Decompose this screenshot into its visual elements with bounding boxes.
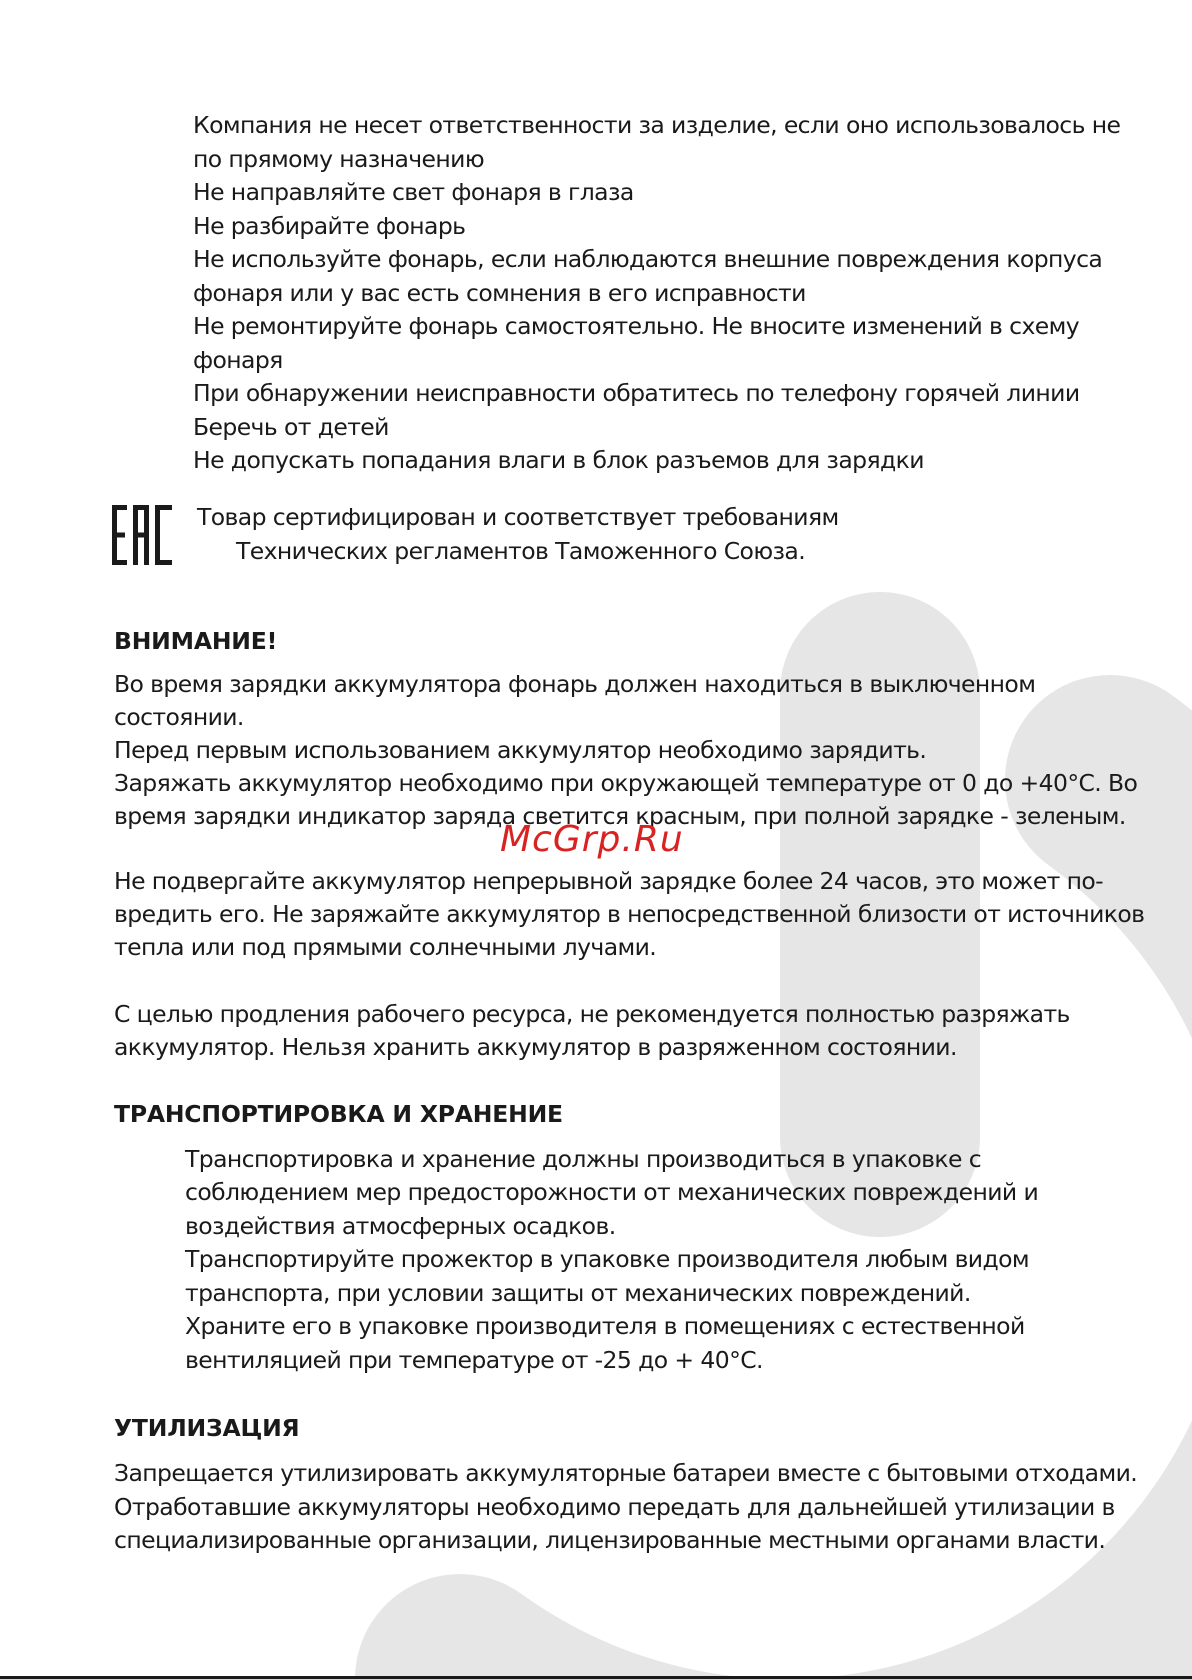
transport-text: Транспортировка и хранение должны производиться в упаковке с <box>185 1145 982 1173</box>
certification-text: Технических регламентов Таможенного Союза. <box>236 537 806 565</box>
safety-item: Не разбирайте фонарь <box>193 212 466 240</box>
safety-item: фонаря или у вас есть сомнения в его исправности <box>193 279 806 307</box>
eac-logo-icon <box>112 505 172 565</box>
safety-item: по прямому назначению <box>193 145 485 173</box>
transport-text: Транспортируйте прожектор в упаковке производителя любым видом <box>185 1245 1030 1273</box>
safety-item: При обнаружении неисправности обратитесь по телефону горячей линии <box>193 379 1080 407</box>
attention-text: Во время зарядки аккумулятора фонарь должен находиться в выключенном <box>114 670 1036 698</box>
attention-text: Перед первым использованием аккумулятор необходимо зарядить. <box>114 736 927 764</box>
disposal-text: Отработавшие аккумуляторы необходимо передать для дальнейшей утилизации в <box>114 1493 1115 1521</box>
attention-text: аккумулятор. Нельзя хранить аккумулятор в разряженном состоянии. <box>114 1033 957 1061</box>
safety-item: Беречь от детей <box>193 413 389 441</box>
attention-text: вредить его. Не заряжайте аккумулятор в непосредственной близости от источников <box>114 900 1145 928</box>
safety-item: Не ремонтируйте фонарь самостоятельно. Не вносите изменений в схему <box>193 312 1080 340</box>
disposal-text: специализированные организации, лицензированные местными органами власти. <box>114 1526 1106 1554</box>
watermark: McGrp.Ru <box>500 819 684 860</box>
disposal-text: Запрещается утилизировать аккумуляторные батареи вместе с бытовыми отходами. <box>114 1459 1138 1487</box>
attention-text: Не подвергайте аккумулятор непрерывной зарядке более 24 часов, это может по- <box>114 867 1104 895</box>
disposal-heading: УТИЛИЗАЦИЯ <box>114 1414 300 1442</box>
safety-item: Не направляйте свет фонаря в глаза <box>193 178 634 206</box>
attention-text: тепла или под прямыми солнечными лучами. <box>114 933 657 961</box>
safety-item: Не используйте фонарь, если наблюдаются внешние повреждения корпуса <box>193 245 1103 273</box>
safety-item: Компания не несет ответственности за изделие, если оно использовалось не <box>193 111 1121 139</box>
transport-heading: ТРАНСПОРТИРОВКА И ХРАНЕНИЕ <box>114 1100 563 1128</box>
attention-text: время зарядки индикатор заряда светится красным, при полной зарядке - зеленым. <box>114 802 1126 830</box>
attention-text: состоянии. <box>114 703 244 731</box>
transport-text: Храните его в упаковке производителя в помещениях с естественной <box>185 1312 1025 1340</box>
transport-text: соблюдением мер предосторожности от механических повреждений и <box>185 1178 1039 1206</box>
attention-heading: ВНИМАНИЕ! <box>114 627 278 655</box>
attention-text: С целью продления рабочего ресурса, не рекомендуется полностью разряжать <box>114 1000 1070 1028</box>
transport-text: вентиляцией при температуре от -25 до + 40°C. <box>185 1346 763 1374</box>
attention-text: Заряжать аккумулятор необходимо при окружающей температуре от 0 до +40°C. Во <box>114 769 1138 797</box>
safety-item: фонаря <box>193 346 283 374</box>
safety-item: Не допускать попадания влаги в блок разъемов для зарядки <box>193 446 924 474</box>
transport-text: воздействия атмосферных осадков. <box>185 1212 616 1240</box>
transport-text: транспорта, при условии защиты от механических повреждений. <box>185 1279 971 1307</box>
certification-text: Товар сертифицирован и соответствует требованиям <box>197 503 839 531</box>
